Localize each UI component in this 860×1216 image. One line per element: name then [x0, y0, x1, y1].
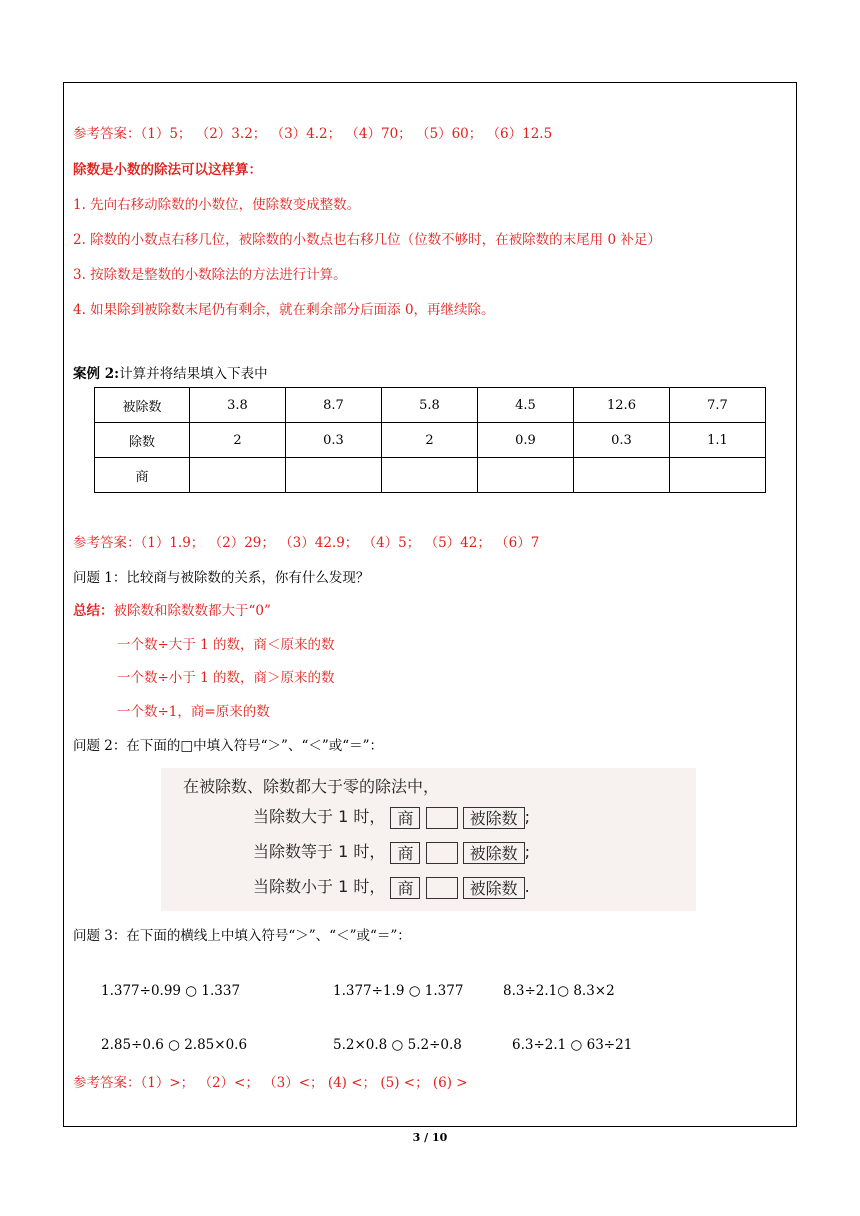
case-2-label: 案例 2: — [73, 366, 120, 382]
answer-3: 参考答案：（1）>； （2）<； （3）<； (4) <； (5) <； (6) > — [73, 1075, 468, 1091]
page-number: 3 / 10 — [412, 1131, 448, 1144]
question-2: 问题 2：在下面的□中填入符号“＞”、“＜”或“＝”： — [73, 738, 384, 754]
figure-title: 在被除数、除数都大于零的除法中， — [183, 777, 440, 796]
rule-3: 3. 按除数是整数的小数除法的方法进行计算。 — [73, 267, 347, 283]
summary-line-3: 一个数÷1，商=原来的数 — [117, 704, 270, 720]
figure-condition: 当除数小于 1 时， — [253, 877, 386, 896]
table-cell: 8.7 — [286, 388, 382, 423]
table-cell: 2 — [190, 423, 286, 458]
table-cell: 3.8 — [190, 388, 286, 423]
figure-symbol-box[interactable] — [426, 807, 458, 829]
figure-condition: 当除数等于 1 时， — [253, 842, 386, 861]
figure-row-end: . — [524, 877, 530, 896]
figure-quotient-box: 商 — [390, 807, 420, 829]
figure-row-end: ; — [524, 842, 531, 861]
figure-row — [253, 874, 530, 899]
expression[interactable]: 6.3÷2.1 ○ 63÷21 — [512, 1037, 633, 1053]
expression[interactable]: 2.85÷0.6 ○ 2.85×0.6 — [101, 1037, 248, 1053]
table-cell: 2 — [382, 423, 478, 458]
expression[interactable]: 1.377÷1.9 ○ 1.377 — [333, 983, 464, 999]
table-cell: 12.6 — [574, 388, 670, 423]
table-cell-empty[interactable] — [670, 458, 766, 493]
table-cell: 0.3 — [574, 423, 670, 458]
expression[interactable]: 8.3÷2.1○ 8.3×2 — [503, 983, 615, 999]
rule-2: 2. 除数的小数点右移几位，被除数的小数点也右移几位（位数不够时，在被除数的末尾用 0 补足） — [73, 232, 661, 248]
figure-symbol-box[interactable] — [426, 842, 458, 864]
table-cell-empty[interactable] — [286, 458, 382, 493]
case-2-heading — [73, 365, 268, 383]
table-cell-empty[interactable] — [478, 458, 574, 493]
summary-line-2: 一个数÷小于 1 的数，商＞原来的数 — [117, 670, 335, 686]
summary-line-1: 一个数÷大于 1 的数，商＜原来的数 — [117, 637, 335, 653]
answer-2: 参考答案：（1）1.9； （2）29； （3）42.9； （4）5； （5）42； （6）7 — [73, 535, 540, 551]
figure-row-end: ; — [524, 807, 531, 826]
expression[interactable]: 5.2×0.8 ○ 5.2÷0.8 — [333, 1037, 462, 1053]
table-cell: 4.5 — [478, 388, 574, 423]
figure-symbol-box[interactable] — [426, 877, 458, 899]
question-3: 问题 3：在下面的横线上中填入符号“＞”、“＜”或“＝”： — [73, 928, 411, 944]
table-row-header: 被除数 — [95, 388, 190, 423]
figure-quotient-box: 商 — [390, 877, 420, 899]
figure-quotient-box: 商 — [390, 842, 420, 864]
table-cell-empty[interactable] — [190, 458, 286, 493]
rule-4: 4. 如果除到被除数末尾仍有剩余，就在剩余部分后面添 0，再继续除。 — [73, 302, 495, 318]
figure-dividend-box: 被除数 — [463, 877, 525, 899]
rule-1: 1. 先向右移动除数的小数位，使除数变成整数。 — [73, 197, 361, 213]
summary — [73, 602, 271, 620]
rule-title: 除数是小数的除法可以这样算： — [73, 162, 262, 178]
table-row — [95, 458, 766, 493]
summary-label: 总结： — [73, 603, 114, 619]
summary-text: 被除数和除数数都大于“0” — [113, 603, 271, 619]
figure-dividend-box: 被除数 — [463, 842, 525, 864]
comparison-figure — [161, 768, 696, 911]
figure-row — [253, 839, 530, 864]
table-cell: 5.8 — [382, 388, 478, 423]
table-cell: 7.7 — [670, 388, 766, 423]
table-cell: 1.1 — [670, 423, 766, 458]
figure-dividend-box: 被除数 — [463, 807, 525, 829]
table-cell-empty[interactable] — [382, 458, 478, 493]
table-row — [95, 388, 766, 423]
table-row-header: 商 — [95, 458, 190, 493]
figure-condition: 当除数大于 1 时， — [253, 807, 386, 826]
answer-1: 参考答案：（1）5； （2）3.2； （3）4.2； （4）70； （5）60； （6）12.5 — [73, 126, 553, 142]
case-2-text: 计算并将结果填入下表中 — [119, 366, 268, 382]
table-cell-empty[interactable] — [574, 458, 670, 493]
division-table — [94, 387, 766, 493]
table-cell: 0.3 — [286, 423, 382, 458]
question-1: 问题 1：比较商与被除数的关系，你有什么发现？ — [73, 570, 370, 586]
table-row-header: 除数 — [95, 423, 190, 458]
expression[interactable]: 1.377÷0.99 ○ 1.337 — [101, 983, 241, 999]
table-cell: 0.9 — [478, 423, 574, 458]
table-row — [95, 423, 766, 458]
figure-row — [253, 804, 530, 829]
